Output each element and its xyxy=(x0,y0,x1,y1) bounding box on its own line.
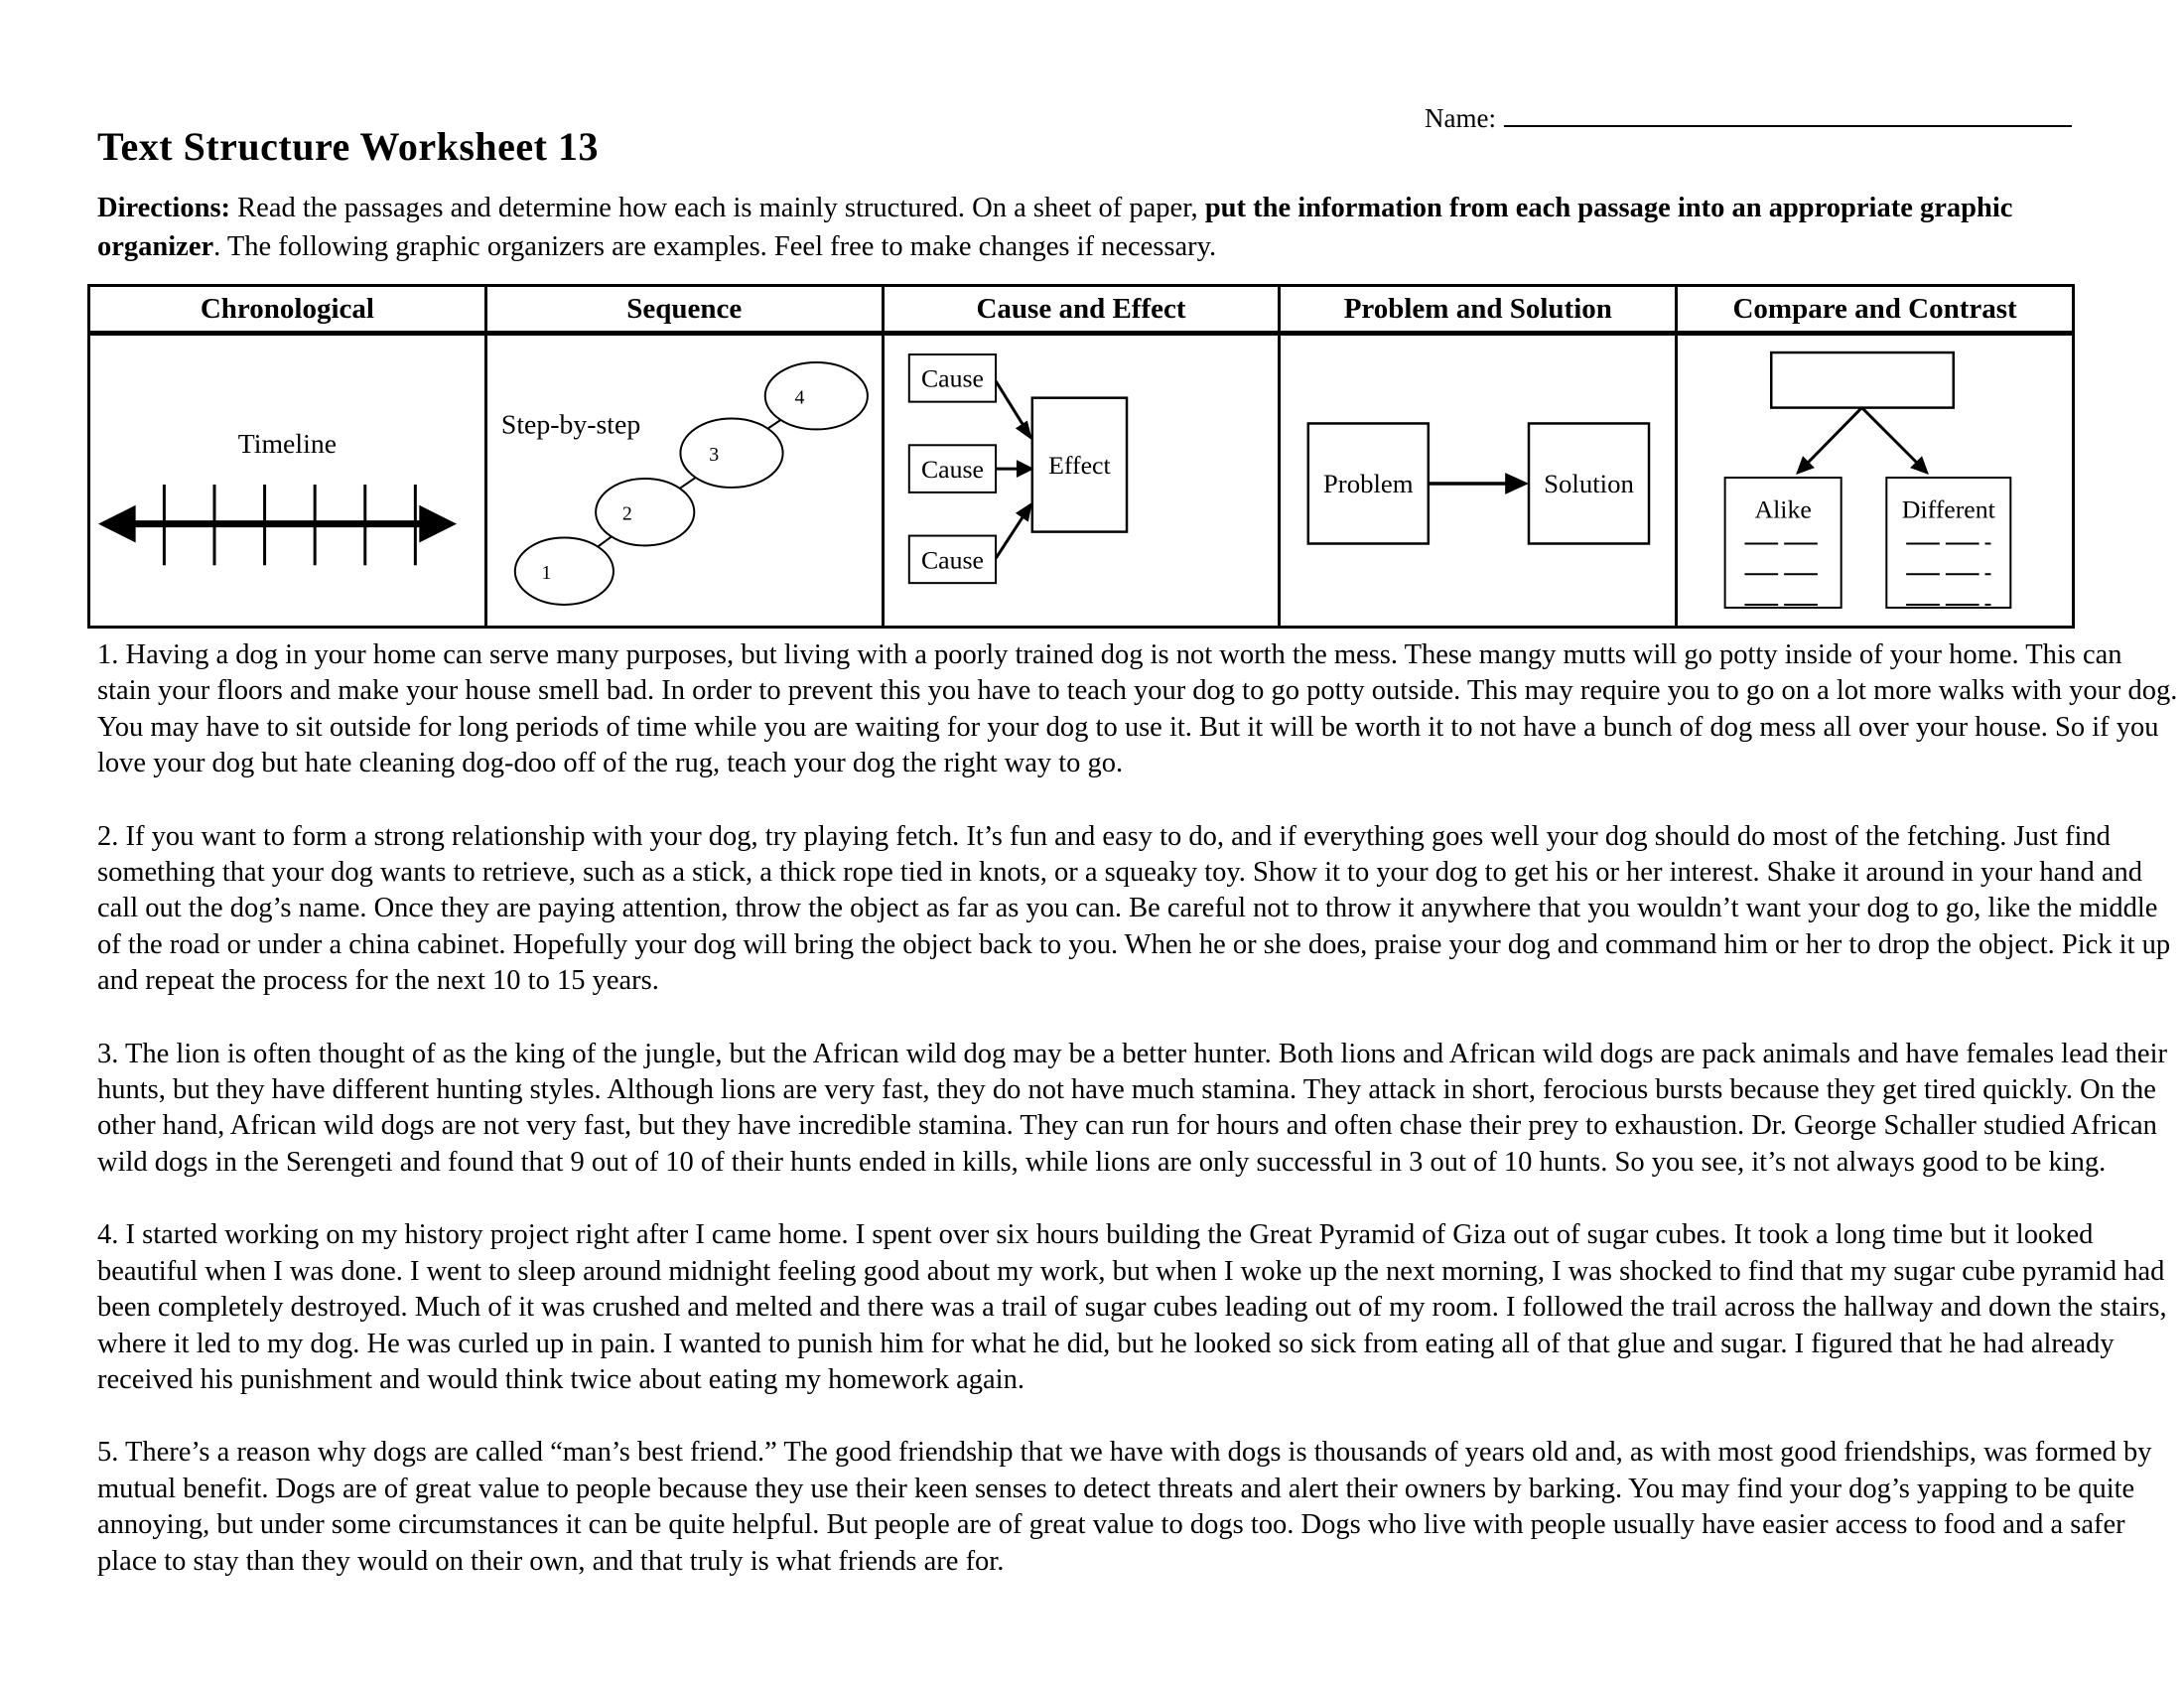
passage-3: 3. The lion is often thought of as the king of the jungle, but the African wild dog may be a better hunter. Both lions and African wild dogs are pack animals and have females lead their hunts, but they have different hunting styles. Although lions are very fast, they do not have much stamina. They attack in short, ferocious bursts because they get tired quickly. On the other hand, African wild dogs are not very fast, but they have incredible stamina. They can run for hours and often chase their prey to exhaustion. Dr. George Schaller studied African wild dogs in the Serengeti and found that 9 out of 10 of their hunts ended in kills, while lions are only successful in 3 out of 10 hunts. So you see, it’s not always good to be king. xyxy=(97,1038,2167,1178)
problem-solution-arrow-icon xyxy=(1429,473,1529,494)
cell-sequence xyxy=(485,334,883,628)
compare-contrast-boxes xyxy=(1725,352,2011,608)
sequence-chain-icon xyxy=(515,362,868,605)
different-label: Different xyxy=(1901,494,1996,524)
effect-label: Effect xyxy=(1047,451,1111,481)
cause-effect-graphic xyxy=(885,336,1279,626)
cell-chronological xyxy=(89,334,486,628)
cell-problem-and-solution xyxy=(1280,334,1677,628)
timeline-arrow-icon xyxy=(98,485,457,565)
compare-contrast-graphic xyxy=(1678,336,2072,626)
cause-3-label: Cause xyxy=(920,545,984,575)
cause-effect-arrows-icon xyxy=(996,381,1034,559)
sequence-graphic xyxy=(487,336,882,626)
organizer-header-row xyxy=(89,286,2074,334)
step-3-number: 3 xyxy=(708,444,719,467)
header-problem-and-solution: Problem and Solution xyxy=(1280,286,1677,334)
passage-4: 4. I started working on my history project right after I came home. I spent over six hours building the Great Pyramid of Giza out of sugar cubes. It took a long time but it looked beautiful when I was done. I went to sleep around midnight feeling good about my work, but when I woke up the next morning, I was shocked to find that my sugar cube pyramid had been completely destroyed. Much of it was crushed and melted and there was a trail of sugar cubes leading out of my room. I followed the trail across the hallway and down the stairs, where it led to my dog. He was curled up in pain. I wanted to punish him for what he did, but he looked so sick from eating all of that glue and sugar. I figured that he had already received his punishment and would think twice about eating my homework again. xyxy=(97,1219,2167,1395)
directions-label: Directions: xyxy=(97,193,231,223)
passage-1: 1. Having a dog in your home can serve many purposes, but living with a poorly trained dog is not worth the mess. These mangy mutts will go potty inside of your home. This can stain your floors and make your house smell bad. In order to prevent this you have to teach your dog to go potty outside. This may require you to go on a lot more walks with your dog. You may have to sit outside for long periods of time while you are waiting for your dog to use it. But it will be worth it to not have a bunch of dog mess all over your house. So if you love your dog but hate cleaning dog-doo off of the rug, teach your dog the right way to go. xyxy=(97,639,2178,779)
page-title: Text Structure Worksheet 13 xyxy=(97,124,599,169)
cause-1-label: Cause xyxy=(920,363,984,393)
solution-label: Solution xyxy=(1544,468,1635,498)
cell-compare-and-contrast xyxy=(1677,334,2074,628)
passages-section xyxy=(97,637,2180,1617)
header-sequence: Sequence xyxy=(485,286,883,334)
name-blank-line xyxy=(1504,95,2072,127)
cause-2-label: Cause xyxy=(920,455,984,485)
directions-text-2: . The following graphic organizers are examples. Feel free to make changes if necessary. xyxy=(213,231,1217,262)
step-1-number: 1 xyxy=(541,562,552,585)
name-field-row xyxy=(1425,95,2072,134)
problem-solution-graphic xyxy=(1281,336,1675,626)
step-4-number: 4 xyxy=(794,386,805,409)
blank-write-lines xyxy=(1745,543,1991,605)
alike-label: Alike xyxy=(1754,494,1812,524)
passage-2: 2. If you want to form a strong relationship with your dog, try playing fetch. It’s fun and easy to do, and if everything goes well your dog should do most of the fetching. Just find something that your dog wants to retrieve, such as a stick, a thick rope tied in knots, or a squeaky toy. Show it to your dog to get his or her interest. Shake it around in your hand and call out the dog’s name. Once they are paying attention, throw the object as far as you can. Be careful not to throw it anywhere that you wouldn’t want your dog to go, like the middle of the road or under a china cabinet. Hopefully your dog will bring the object back to you. When he or she does, praise your dog and command him or her to drop the object. Pick it up and repeat the process for the next 10 to 15 years. xyxy=(97,820,2171,997)
name-label: Name: xyxy=(1425,103,1496,133)
organizer-table xyxy=(87,284,2075,629)
directions-text-1: Read the passages and determine how each is mainly structured. On a sheet of paper, xyxy=(230,193,1205,223)
passage-5: 5. There’s a reason why dogs are called “man’s best friend.” The good friendship that we have with dogs is thousands of years old and, as with most good friendships, was formed by mutual benefit. Dogs are of great value to people because they use their keen senses to detect threats and alert their owners by barking. You may find your dog’s yapping to be quite annoying, but under some circumstances it can be quite helpful. But people are of great value to dogs too. Dogs who live with people usually have easier access to food and a safer place to stay than they would on their own, and that truly is what friends are for. xyxy=(97,1437,2152,1577)
directions xyxy=(97,189,2075,266)
step-2-number: 2 xyxy=(621,502,632,525)
organizer-graphic-row xyxy=(89,334,2074,628)
cell-cause-and-effect xyxy=(883,334,1280,628)
header-chronological: Chronological xyxy=(89,286,486,334)
directions-bold-text: put the information from each passage into an appropriate graphic organizer xyxy=(97,193,2013,262)
header-compare-and-contrast: Compare and Contrast xyxy=(1677,286,2074,334)
problem-label: Problem xyxy=(1323,468,1415,498)
timeline-label: Timeline xyxy=(237,429,338,461)
chronological-graphic xyxy=(90,336,484,626)
compare-contrast-arrows-icon xyxy=(1796,408,1929,475)
step-by-step-label: Step-by-step xyxy=(500,409,641,441)
header-cause-and-effect: Cause and Effect xyxy=(883,286,1280,334)
